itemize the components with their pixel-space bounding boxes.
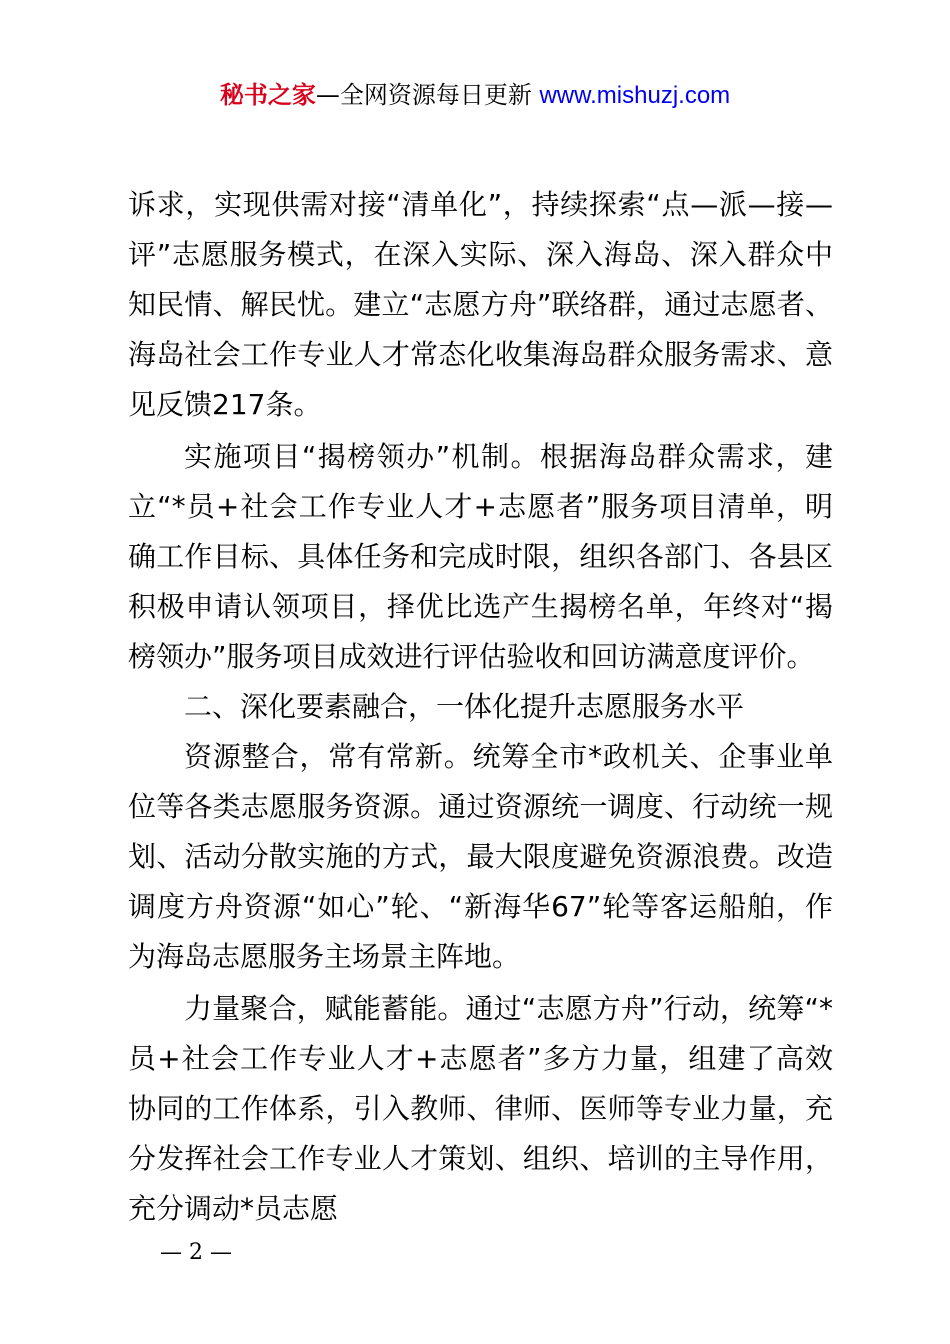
section-heading: 二、深化要素融合，一体化提升志愿服务水平 [184, 690, 745, 723]
brand-name: 秘书之家 [219, 81, 316, 109]
header-tagline: —全网资源每日更新 [315, 81, 540, 109]
page-header [0, 78, 950, 113]
header-url-link[interactable]: www.mishuzj.com [539, 82, 731, 109]
paragraph-project-mechanism: 实施项目“揭榜领办”机制。根据海岛群众需求，建立“*员+社会工作专业人才+志愿者”服务项目清单，明确工作目标、具体任务和完成时限，组织各部门、各县区积极申请认领项目，择优比选产生揭榜名单，年终对“揭榜领办”服务项目成效进行评估验收和回访满意度评价。 [128, 440, 833, 673]
paragraph-force-aggregation: 力量聚合，赋能蓄能。通过“志愿方舟”行动，统筹“*员+社会工作专业人才+志愿者”多方力量，组建了高效协同的工作体系，引入教师、律师、医师等专业力量，充分发挥社会工作专业人才策划、组织、培训的主导作用，充分调动*员志愿 [128, 992, 833, 1225]
page-number: — 2 — [160, 1240, 232, 1265]
document-body [128, 180, 833, 1234]
paragraph-continuation: 诉求，实现供需对接“清单化”，持续探索“点—派—接—评”志愿服务模式，在深入实际、深入海岛、深入群众中知民情、解民忧。建立“志愿方舟”联络群，通过志愿者、海岛社会工作专业人才常态化收集海岛群众服务需求、意见反馈217条。 [128, 188, 833, 421]
paragraph-resource-integration: 资源整合，常有常新。统筹全市*政机关、企事业单位等各类志愿服务资源。通过资源统一调度、行动统一规划、活动分散实施的方式，最大限度避免资源浪费。改造调度方舟资源“如心”轮、“新海华67”轮等客运船舶，作为海岛志愿服务主场景主阵地。 [128, 740, 833, 973]
